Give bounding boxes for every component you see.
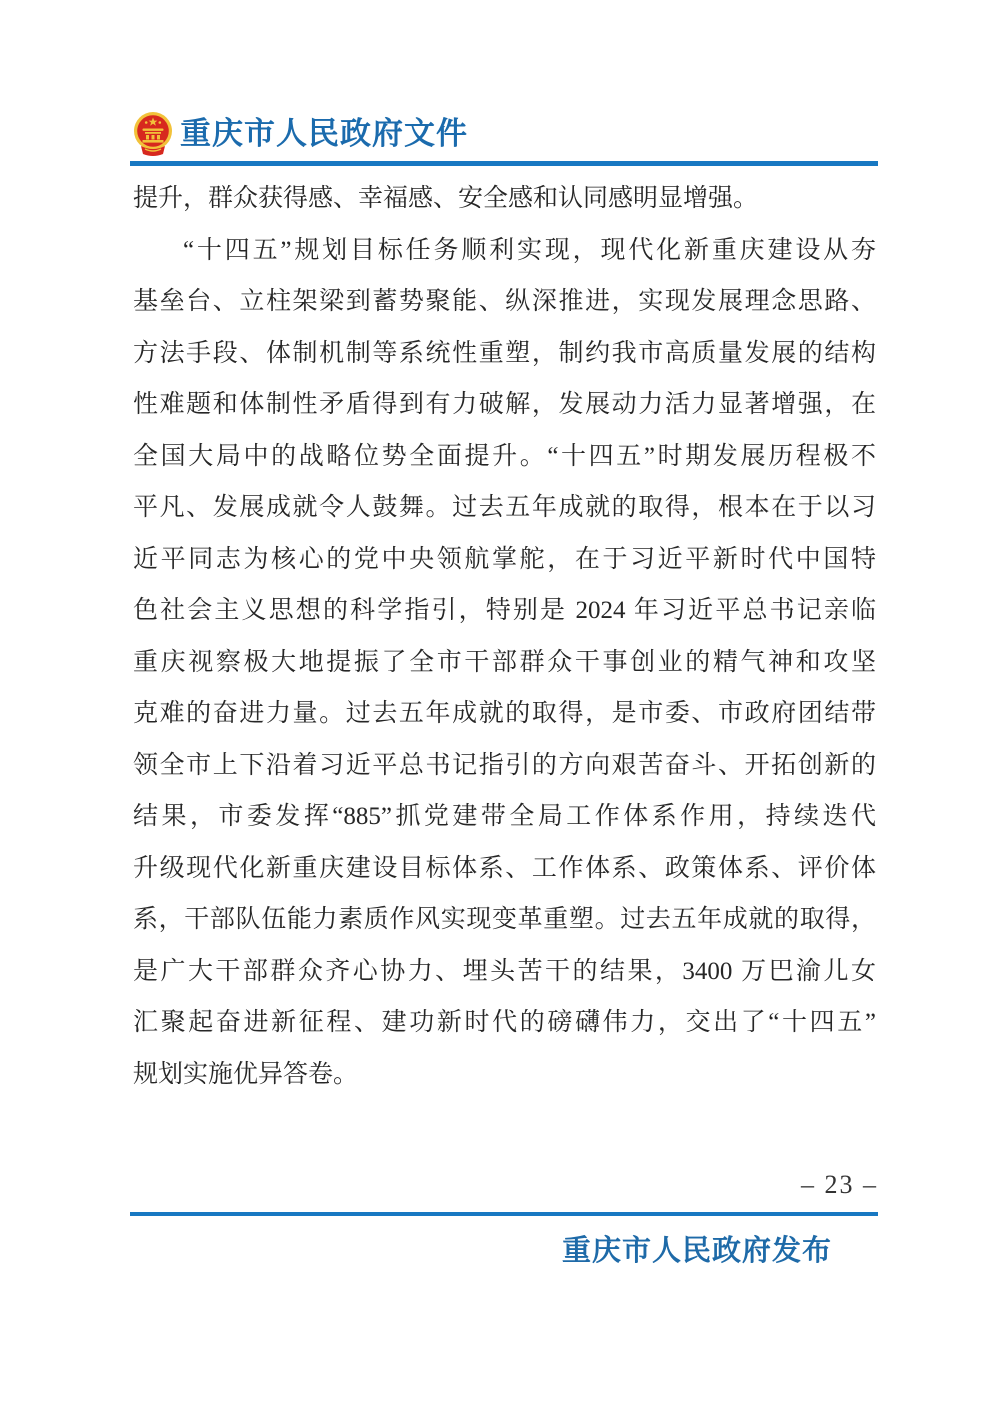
body-line: 重庆视察极大地提振了全市干部群众干事创业的精气神和攻坚 [133, 648, 876, 676]
national-emblem-icon [133, 110, 173, 158]
footer-publisher: 重庆市人民政府发布 [561, 1235, 832, 1267]
body-line: 基垒台、立柱架梁到蓄势聚能、纵深推进，实现发展理念思路、 [133, 288, 876, 315]
body-line: 近平同志为核心的党中央领航掌舵，在于习近平新时代中国特 [133, 545, 876, 573]
body-line: 性难题和体制性矛盾得到有力破解，发展动力活力显著增强，在 [133, 391, 876, 418]
page-number: – 23 – [801, 1170, 878, 1199]
body-line: 领全市上下沿着习近平总书记指引的方向艰苦奋斗、开拓创新的 [133, 751, 876, 779]
body-line: 提升，群众获得感、幸福感、安全感和认同感明显增强。 [133, 185, 759, 212]
footer-rule [130, 1212, 878, 1216]
body-line: 是广大干部群众齐心协力、埋头苦干的结果，3400 万巴渝儿女 [133, 957, 876, 985]
document-title: 重庆市人民政府文件 [180, 116, 468, 151]
body-line: 汇聚起奋进新征程、建功新时代的磅礴伟力，交出了“十四五” [133, 1009, 876, 1036]
document-header [133, 110, 878, 158]
body-line: 结果，市委发挥“885”抓党建带全局工作体系作用，持续迭代 [133, 803, 876, 830]
body-line: 色社会主义思想的科学指引，特别是 2024 年习近平总书记亲临 [133, 597, 876, 624]
header-rule [130, 161, 878, 166]
body-line: 平凡、发展成就令人鼓舞。过去五年成就的取得，根本在于以习 [133, 494, 876, 521]
body-line: 升级现代化新重庆建设目标体系、工作体系、政策体系、评价体 [133, 854, 876, 882]
document-body [133, 173, 876, 1100]
body-line: “十四五”规划目标任务顺利实现，现代化新重庆建设从夯 [183, 236, 876, 264]
body-line: 方法手段、体制机制等系统性重塑，制约我市高质量发展的结构 [133, 339, 876, 367]
body-line: 规划实施优异答卷。 [133, 1060, 359, 1088]
body-line: 系，干部队伍能力素质作风实现变革重塑。过去五年成就的取得， [133, 906, 876, 933]
body-line: 克难的奋进力量。过去五年成就的取得，是市委、市政府团结带 [133, 700, 876, 727]
body-line: 全国大局中的战略位势全面提升。“十四五”时期发展历程极不 [133, 442, 876, 470]
